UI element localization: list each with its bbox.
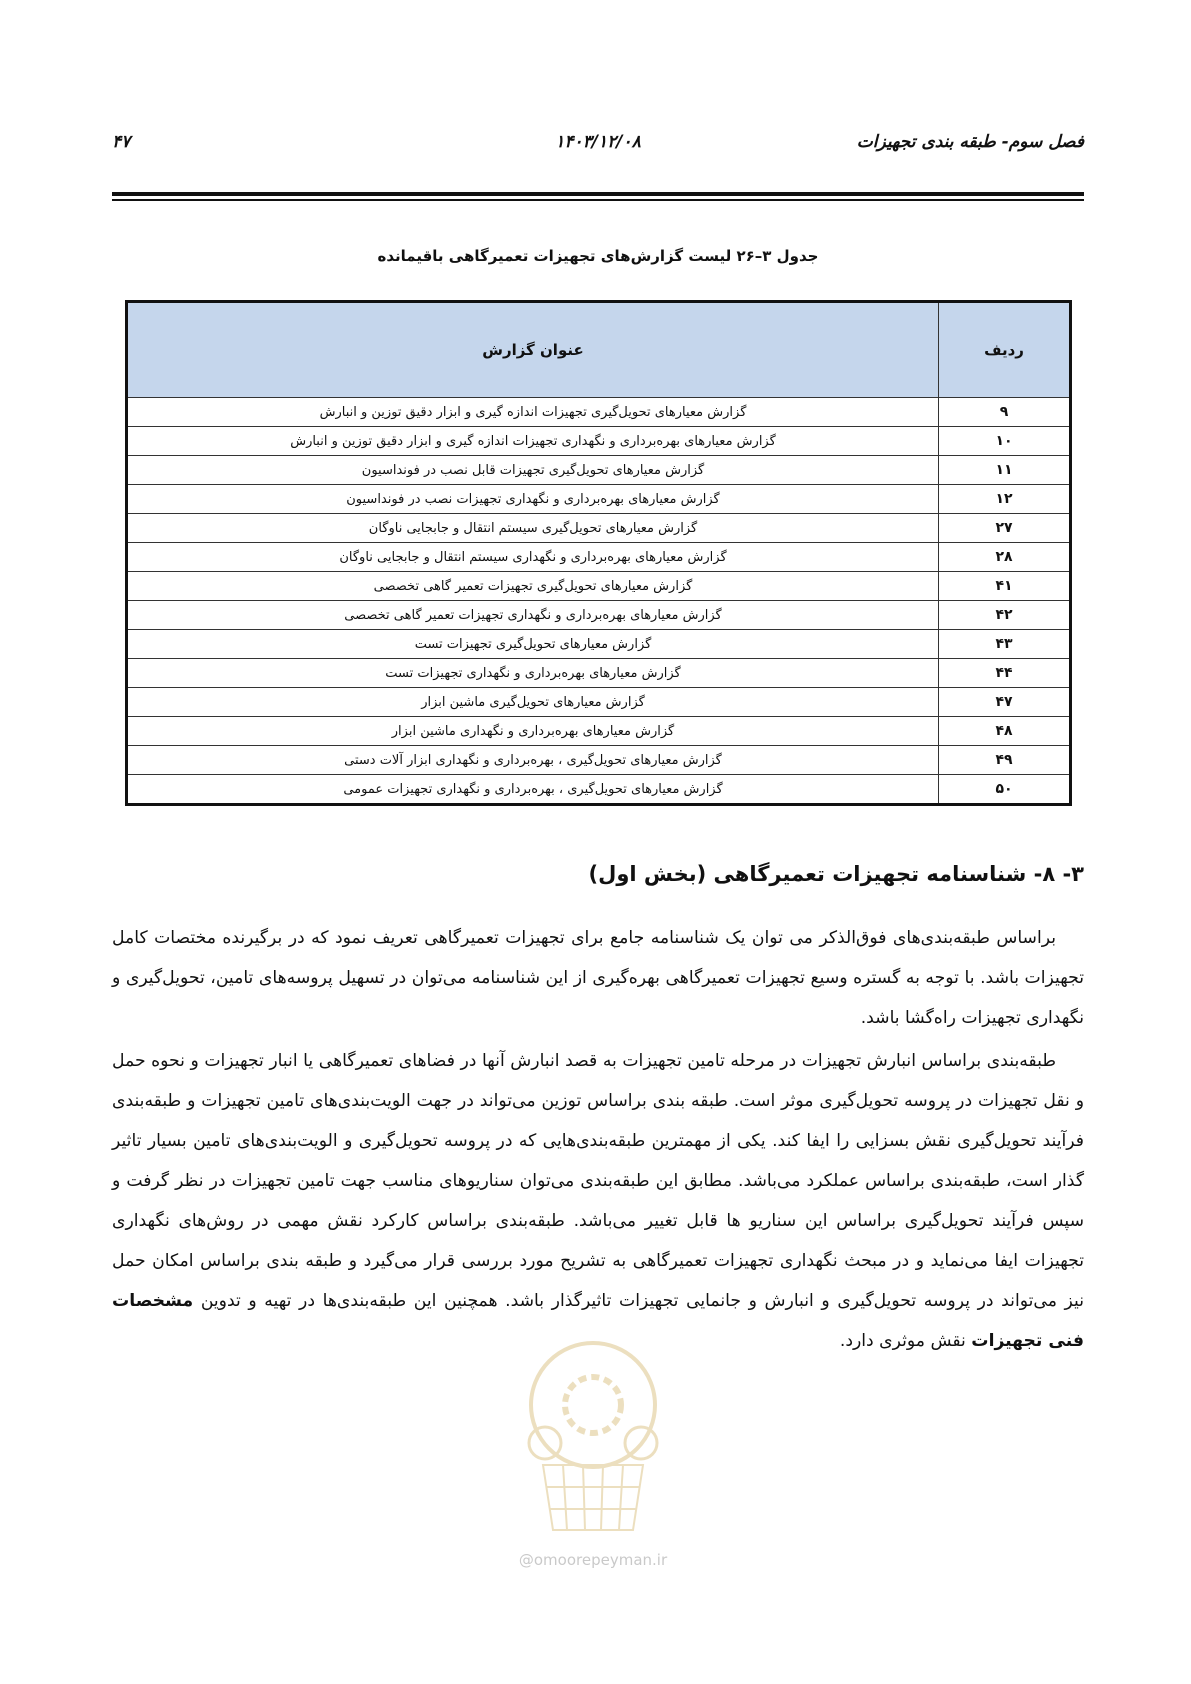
- table-row: [127, 427, 1071, 456]
- row-number: ۲۸: [939, 543, 1071, 572]
- row-number: ۹: [939, 398, 1071, 427]
- watermark: [488, 1325, 698, 1615]
- row-number: ۱۱: [939, 456, 1071, 485]
- watermark-logo-icon: [503, 1325, 683, 1545]
- column-header-report-title: عنوان گزارش: [127, 302, 939, 398]
- table-row: [127, 775, 1071, 805]
- row-number: ۴۸: [939, 717, 1071, 746]
- row-number: ۴۲: [939, 601, 1071, 630]
- table-header-row: [127, 302, 1071, 398]
- table-row: [127, 456, 1071, 485]
- table-row: [127, 485, 1071, 514]
- report-title: گزارش معیارهای بهره‌برداری و نگهداری ماشین ابزار: [127, 717, 939, 746]
- chapter-title: فصل سوم- طبقه بندی تجهیزات: [856, 132, 1084, 152]
- section-body: [112, 918, 1084, 1361]
- report-title: گزارش معیارهای تحویل‌گیری تجهیزات تست: [127, 630, 939, 659]
- table-row: [127, 688, 1071, 717]
- table-caption: جدول ۳–۲۶ لیست گزارش‌های تجهیزات تعمیرگاهی باقیمانده: [377, 247, 819, 265]
- page-header: [112, 128, 1084, 160]
- table-row: [127, 746, 1071, 775]
- row-number: ۴۴: [939, 659, 1071, 688]
- paragraph-text-end: نقش موثری دارد.: [839, 1331, 972, 1351]
- watermark-site: @omoorepeyman.ir: [518, 1551, 668, 1569]
- report-title: گزارش معیارهای بهره‌برداری و نگهداری سیستم انتقال و جابجایی ناوگان: [127, 543, 939, 572]
- report-title: گزارش معیارهای تحویل‌گیری تجهیزات قابل نصب در فونداسیون: [127, 456, 939, 485]
- row-number: ۴۱: [939, 572, 1071, 601]
- paragraph: براساس طبقه‌بندی‌های فوق‌الذکر می توان یک شناسنامه جامع برای تجهیزات تعمیرگاهی تعریف نمود که در برگیرنده مختصات کامل تجهیزات باشد. با توجه به گستره وسیع تجهیزات تعمیرگاهی بهره‌گیری از این شناسنامه می‌توان در تسهیل پروسه‌های تامین، تحویل‌گیری و نگهداری تجهیزات راه‌گشا باشد.: [112, 928, 1084, 1028]
- table-row: [127, 543, 1071, 572]
- report-title: گزارش معیارهای تحویل‌گیری سیستم انتقال و جابجایی ناوگان: [127, 514, 939, 543]
- row-number: ۴۳: [939, 630, 1071, 659]
- report-title: گزارش معیارهای تحویل‌گیری تجهیزات تعمیر گاهی تخصصی: [127, 572, 939, 601]
- row-number: ۱۰: [939, 427, 1071, 456]
- table-row: [127, 630, 1071, 659]
- column-header-row-number: ردیف: [939, 302, 1071, 398]
- report-title: گزارش معیارهای بهره‌برداری و نگهداری تجهیزات تعمیر گاهی تخصصی: [127, 601, 939, 630]
- header-rule-thick: [112, 192, 1084, 196]
- table-row: [127, 572, 1071, 601]
- row-number: ۴۷: [939, 688, 1071, 717]
- report-title: گزارش معیارهای تحویل‌گیری ، بهره‌برداری و نگهداری ابزار آلات دستی: [127, 746, 939, 775]
- section-heading: ۳- ۸- شناسنامه تجهیزات تعمیرگاهی (بخش اول): [588, 862, 1084, 886]
- header-date: ۱۴۰۳/۱۲/۰۸: [555, 132, 641, 152]
- row-number: ۲۷: [939, 514, 1071, 543]
- row-number: ۱۲: [939, 485, 1071, 514]
- report-title: گزارش معیارهای تحویل‌گیری تجهیزات اندازه گیری و ابزار دقیق توزین و انبارش: [127, 398, 939, 427]
- table-row: [127, 659, 1071, 688]
- table-row: [127, 601, 1071, 630]
- report-title: گزارش معیارهای بهره‌برداری و نگهداری تجهیزات اندازه گیری و ابزار دقیق توزین و انبارش: [127, 427, 939, 456]
- report-title: گزارش معیارهای تحویل‌گیری ماشین ابزار: [127, 688, 939, 717]
- table-row: [127, 398, 1071, 427]
- header-rule-thin: [112, 199, 1084, 201]
- bold-term: مشخصات فنی تجهیزات: [112, 1291, 1084, 1351]
- row-number: ۴۹: [939, 746, 1071, 775]
- report-title: گزارش معیارهای تحویل‌گیری ، بهره‌برداری و نگهداری تجهیزات عمومی: [127, 775, 939, 805]
- row-number: ۵۰: [939, 775, 1071, 805]
- paragraph-text: طبقه‌بندی براساس انبارش تجهیزات در مرحله تامین تجهیزات به قصد انبارش آنها در فضاهای تعمیرگاهی یا انبار تجهیزات و نحوه حمل و نقل تجهیزات در پروسه تحویل‌گیری موثر است. طبقه بندی براساس توزین می‌تواند در جهت الویت‌بندی‌های تامین تجهیزات و طبقه‌بندی فرآیند تحویل‌گیری نقش بسزایی را ایفا کند. یکی از مهمترین طبقه‌بندی‌هایی که در پروسه تحویل‌گیری و الویت‌بندی‌های تامین بسیار تاثیر گذار است، طبقه‌بندی براساس عملکرد می‌باشد. مطابق این طبقه‌بندی می‌توان سناریوهای مناسب جهت تامین تجهیزات در نظر گرفت و سپس فرآیند تحویل‌گیری براساس این سناریو ها قابل تغییر می‌باشد. طبقه‌بندی براساس کارکرد نقش مهمی در روش‌های نگهداری تجهیزات ایفا می‌نماید و در مبحث نگهداری تجهیزات تعمیرگاهی به تشریح مورد بررسی قرار می‌گیرد و طبقه بندی براساس امکان حمل نیز می‌تواند در پروسه تحویل‌گیری و انبارش و جانمایی تجهیزات تاثیرگذار باشد. همچنین این طبقه‌بندی‌ها در تهیه و تدوین: [112, 1051, 1085, 1311]
- paragraph: [112, 1041, 1084, 1361]
- table-row: [127, 717, 1071, 746]
- table-row: [127, 514, 1071, 543]
- report-title: گزارش معیارهای بهره‌برداری و نگهداری تجهیزات تست: [127, 659, 939, 688]
- reports-table: [125, 300, 1072, 806]
- report-title: گزارش معیارهای بهره‌برداری و نگهداری تجهیزات نصب در فونداسیون: [127, 485, 939, 514]
- page-number: ۴۷: [112, 132, 131, 152]
